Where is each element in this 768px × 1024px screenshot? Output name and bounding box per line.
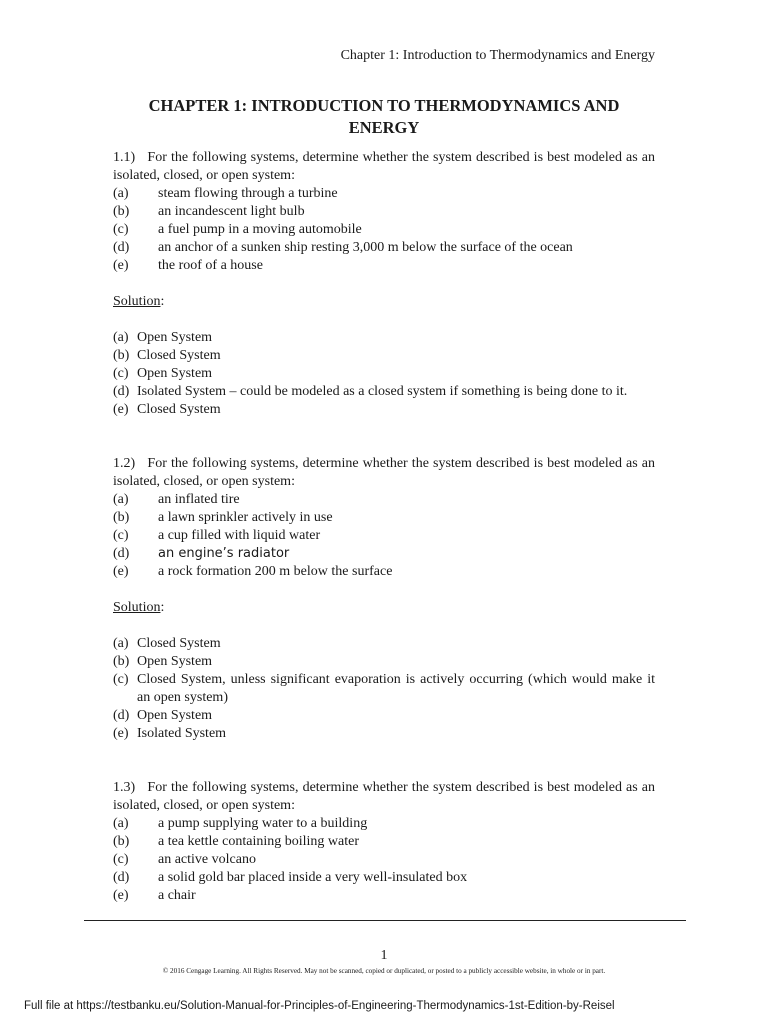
question-option <box>113 257 655 275</box>
option-text: a fuel pump in a moving automobile <box>158 222 362 237</box>
question-option <box>113 239 655 257</box>
answer-text: Isolated System <box>137 726 227 741</box>
option-text: steam flowing through a turbine <box>158 186 338 201</box>
answer-text: Open System <box>137 330 213 345</box>
solution-answer <box>113 653 655 671</box>
option-text: a chair <box>158 888 196 903</box>
question-option <box>113 851 655 869</box>
solution-answer <box>113 401 655 419</box>
option-letter: (e) <box>113 564 129 579</box>
solution-heading <box>113 293 655 311</box>
question-text: 1.2) For the following systems, determine whether the system described is best modeled as an isolated, closed, or open system: <box>113 456 655 489</box>
question-option <box>113 203 655 221</box>
solution-answer <box>113 383 655 401</box>
answer-text: Closed System, unless significant evaporation is actively occurring (which would make it an open system) <box>137 672 655 705</box>
answer-text: Closed System <box>137 402 221 417</box>
solution-answer <box>113 707 655 725</box>
option-text: a cup filled with liquid water <box>158 528 321 543</box>
option-letter: (e) <box>113 258 129 273</box>
question-option <box>113 833 655 851</box>
option-letter: (e) <box>113 888 129 903</box>
answer-letter: (d) <box>113 384 130 399</box>
section-spacer <box>113 743 655 779</box>
question-option <box>113 185 655 203</box>
option-letter: (c) <box>113 852 129 867</box>
question-1-3 <box>113 779 655 905</box>
solution-answer <box>113 671 655 707</box>
solution-answer <box>113 329 655 347</box>
option-text: the roof of a house <box>158 258 263 273</box>
option-text: a tea kettle containing boiling water <box>158 834 359 849</box>
option-letter: (c) <box>113 528 129 543</box>
solution-answer <box>113 635 655 653</box>
option-text: an anchor of a sunken ship resting 3,000 m below the surface of the ocean <box>158 240 573 255</box>
question-option <box>113 509 655 527</box>
question-option <box>113 869 655 887</box>
solution-colon: : <box>160 600 165 615</box>
answer-letter: (a) <box>113 330 129 345</box>
option-letter: (a) <box>113 186 129 201</box>
question-option <box>113 491 655 509</box>
answer-letter: (a) <box>113 636 129 651</box>
option-letter: (a) <box>113 492 129 507</box>
option-text: a rock formation 200 m below the surface <box>158 564 393 579</box>
option-letter: (b) <box>113 834 130 849</box>
section-spacer <box>113 419 655 455</box>
option-text: an inflated tire <box>158 492 240 507</box>
answer-letter: (b) <box>113 654 130 669</box>
copyright-notice: © 2016 Cengage Learning. All Rights Reserved. May not be scanned, copied or duplicated, or posted to a publicly accessible website, in whole or in part. <box>162 967 606 975</box>
answer-letter: (d) <box>113 708 130 723</box>
solution-colon: : <box>160 294 165 309</box>
question-option <box>113 563 655 581</box>
option-letter: (b) <box>113 204 130 219</box>
option-letter: (b) <box>113 510 130 525</box>
option-letter: (d) <box>113 240 130 255</box>
answer-letter: (c) <box>113 366 129 381</box>
full-file-link[interactable]: Full file at https://testbanku.eu/Solution-Manual-for-Principles-of-Engineering-Thermodynamics-1st-Edition-by-Reisel <box>24 1000 615 1012</box>
question-1-2 <box>113 455 655 743</box>
option-letter: (d) <box>113 546 130 561</box>
page-number: 1 <box>380 948 388 963</box>
option-letter: (a) <box>113 816 129 831</box>
running-header: Chapter 1: Introduction to Thermodynamics and Energy <box>340 48 655 63</box>
option-text: an incandescent light bulb <box>158 204 305 219</box>
solution-answer <box>113 365 655 383</box>
document-body <box>113 149 655 905</box>
option-text: a pump supplying water to a building <box>158 816 368 831</box>
question-option <box>113 887 655 905</box>
answer-letter: (c) <box>113 672 129 687</box>
solution-label: Solution <box>113 294 161 309</box>
answer-letter: (e) <box>113 402 129 417</box>
answer-text: Open System <box>137 366 213 381</box>
question-option <box>113 527 655 545</box>
answer-text: Isolated System – could be modeled as a closed system if something is being done to it. <box>137 384 628 399</box>
option-text: an active volcano <box>158 852 256 867</box>
solution-heading <box>113 599 655 617</box>
answer-text: Closed System <box>137 636 221 651</box>
question-text: 1.3) For the following systems, determine whether the system described is best modeled as an isolated, closed, or open system: <box>113 780 655 813</box>
question-option <box>113 815 655 833</box>
option-text: an engine’s radiator <box>158 546 290 561</box>
option-text: a solid gold bar placed inside a very well-insulated box <box>158 870 468 885</box>
answer-text: Open System <box>137 708 213 723</box>
solution-answer <box>113 347 655 365</box>
answer-letter: (e) <box>113 726 129 741</box>
option-letter: (c) <box>113 222 129 237</box>
question-text: 1.1) For the following systems, determine whether the system described is best modeled as an isolated, closed, or open system: <box>113 150 655 183</box>
solution-answer <box>113 725 655 743</box>
answer-text: Open System <box>137 654 213 669</box>
answer-text: Closed System <box>137 348 221 363</box>
footer-divider <box>84 920 686 921</box>
answer-letter: (b) <box>113 348 130 363</box>
question-option <box>113 545 655 563</box>
question-option <box>113 221 655 239</box>
option-text: a lawn sprinkler actively in use <box>158 510 333 525</box>
option-letter: (d) <box>113 870 130 885</box>
solution-label: Solution <box>113 600 161 615</box>
chapter-title: CHAPTER 1: INTRODUCTION TO THERMODYNAMICS AND ENERGY <box>148 96 620 137</box>
question-1-1 <box>113 149 655 419</box>
